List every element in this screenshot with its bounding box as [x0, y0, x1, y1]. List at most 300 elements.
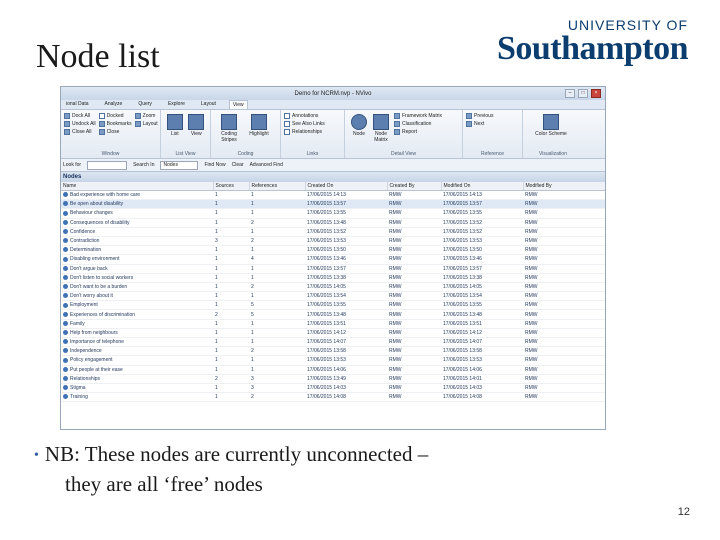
look-for-input[interactable] [87, 161, 127, 170]
table-row[interactable] [61, 301, 605, 310]
table-cell [523, 200, 605, 209]
table-cell [213, 292, 249, 301]
next-button[interactable]: Next [466, 120, 519, 128]
classification-icon [394, 121, 400, 127]
color-scheme-icon [543, 114, 559, 130]
table-cell [305, 292, 387, 301]
find-now-button[interactable]: Find Now [204, 162, 226, 168]
table-cell [523, 374, 605, 383]
table-cell [387, 264, 441, 273]
search-in-select[interactable]: Nodes [160, 161, 198, 170]
node-matrix-button[interactable]: Node Matrix [370, 112, 392, 158]
view-icon [188, 114, 204, 130]
cell-text: 17/06/2015 13:55 [307, 302, 346, 309]
table-cell [387, 301, 441, 310]
table-cell [387, 200, 441, 209]
cell-text: 5 [251, 311, 254, 318]
table-cell [249, 310, 305, 319]
table-row[interactable] [61, 292, 605, 301]
table-cell [441, 356, 523, 365]
table-cell [523, 246, 605, 255]
group-label-links: Links [306, 151, 319, 157]
table-cell [249, 356, 305, 365]
cell-text: RMW [389, 274, 402, 281]
node-icon [63, 348, 68, 353]
table-row[interactable] [61, 264, 605, 273]
next-icon [466, 121, 472, 127]
table-row[interactable] [61, 218, 605, 227]
column-header-created-by[interactable]: Created By [387, 182, 441, 191]
tab-layout[interactable]: Layout [200, 101, 216, 107]
cell-text: 17/06/2015 13:46 [307, 256, 346, 263]
node-icon [63, 229, 68, 234]
table-cell [213, 282, 249, 291]
table-cell [249, 236, 305, 245]
table-cell [523, 264, 605, 273]
table-cell [523, 255, 605, 264]
table-cell [523, 356, 605, 365]
table-cell [249, 209, 305, 218]
cell-text: 17/06/2015 13:53 [443, 238, 482, 245]
close-all-button[interactable]: Close All [64, 128, 96, 136]
table-cell [441, 319, 523, 328]
nodes-panel-title: Nodes [61, 172, 605, 182]
cell-text: 1 [215, 201, 218, 208]
table-cell [249, 347, 305, 356]
table-cell [249, 365, 305, 374]
column-header-name[interactable]: Name [61, 182, 213, 191]
table-cell [213, 227, 249, 236]
ribbon-group-reference [463, 110, 523, 158]
table-cell [213, 365, 249, 374]
node-name-cell [61, 264, 213, 273]
node-icon [63, 385, 68, 390]
table-cell [523, 273, 605, 282]
cell-text: RMW [389, 394, 402, 401]
column-header-modified-by[interactable]: Modified By [523, 182, 605, 191]
table-cell [249, 393, 305, 402]
cell-text: RMW [525, 311, 538, 318]
cell-text: 17/06/2015 14:13 [307, 192, 346, 199]
node-icon [63, 321, 68, 326]
cell-text: 2 [251, 348, 254, 355]
group-label-window: Window [101, 151, 120, 157]
color-scheme-button[interactable]: Color Scheme [526, 112, 576, 137]
table-cell [523, 319, 605, 328]
node-name-cell [61, 218, 213, 227]
see-also-links-checkbox[interactable]: See Also Links [284, 120, 341, 128]
cell-text: RMW [525, 366, 538, 373]
table-row[interactable] [61, 273, 605, 282]
cell-text: RMW [525, 274, 538, 281]
table-cell [213, 383, 249, 392]
table-cell [249, 200, 305, 209]
node-button[interactable]: Node [348, 112, 370, 158]
cell-text: 17/06/2015 14:08 [307, 394, 346, 401]
node-icon [63, 238, 68, 243]
table-cell [441, 393, 523, 402]
cell-text: Bad experience with home care [70, 192, 141, 199]
node-name-cell [61, 328, 213, 337]
column-header-references[interactable]: References [249, 182, 305, 191]
table-row[interactable] [61, 347, 605, 356]
list-button[interactable]: List [164, 112, 186, 158]
node-icon [351, 114, 367, 130]
node-icon [63, 192, 68, 197]
zoom-icon [135, 113, 141, 119]
table-cell [441, 347, 523, 356]
cell-text: 1 [215, 385, 218, 392]
cell-text: 5 [251, 302, 254, 309]
table-cell [305, 338, 387, 347]
cell-text: RMW [525, 375, 538, 382]
column-header-sources[interactable]: Sources [213, 182, 249, 191]
cell-text: RMW [389, 375, 402, 382]
cell-text: Be open about disability [70, 201, 124, 208]
table-cell [249, 328, 305, 337]
cell-text: Don't listen to social workers [70, 274, 134, 281]
tab-data[interactable]: ional Data [66, 101, 89, 107]
column-header-modified-on[interactable]: Modified On [441, 182, 523, 191]
table-cell [387, 282, 441, 291]
table-cell [305, 310, 387, 319]
table-cell [523, 292, 605, 301]
node-icon [63, 211, 68, 216]
cell-text: 17/06/2015 14:06 [443, 366, 482, 373]
table-cell [305, 282, 387, 291]
table-cell [305, 236, 387, 245]
cell-text: 1 [251, 339, 254, 346]
cell-text: Don't want to be a burden [70, 283, 128, 290]
table-cell [441, 310, 523, 319]
table-row[interactable] [61, 246, 605, 255]
node-icon [63, 330, 68, 335]
table-cell [249, 227, 305, 236]
cell-text: RMW [389, 247, 402, 254]
table-header-row [61, 182, 605, 191]
table-cell [249, 264, 305, 273]
table-cell [441, 236, 523, 245]
ribbon-group-window [61, 110, 161, 158]
table-cell [441, 282, 523, 291]
column-header-created-on[interactable]: Created On [305, 182, 387, 191]
table-row[interactable] [61, 356, 605, 365]
table-cell [523, 338, 605, 347]
cell-text: 2 [215, 311, 218, 318]
cell-text: RMW [389, 293, 402, 300]
table-cell [387, 218, 441, 227]
cell-text: RMW [525, 394, 538, 401]
cell-text: 1 [215, 210, 218, 217]
cell-text: 17/06/2015 13:57 [307, 201, 346, 208]
cell-text: 1 [251, 320, 254, 327]
cell-text: RMW [525, 283, 538, 290]
cell-text: RMW [389, 238, 402, 245]
node-icon [63, 394, 68, 399]
list-icon [167, 114, 183, 130]
table-cell [305, 255, 387, 264]
table-cell [441, 338, 523, 347]
cell-text: 17/06/2015 14:03 [307, 385, 346, 392]
table-row[interactable] [61, 310, 605, 319]
node-icon [63, 275, 68, 280]
cell-text: RMW [525, 320, 538, 327]
cell-text: 17/06/2015 13:51 [307, 320, 346, 327]
table-cell [305, 383, 387, 392]
cell-text: 2 [251, 219, 254, 226]
cell-text: 3 [251, 385, 254, 392]
table-cell [213, 374, 249, 383]
ribbon [61, 110, 605, 159]
cell-text: 1 [215, 357, 218, 364]
cell-text: 17/06/2015 13:52 [307, 228, 346, 235]
tab-explore[interactable]: Explore [167, 101, 185, 107]
ribbon-group-listview [161, 110, 211, 158]
table-cell [305, 218, 387, 227]
table-cell [387, 356, 441, 365]
table-cell [387, 365, 441, 374]
cell-text: RMW [389, 357, 402, 364]
table-cell [213, 328, 249, 337]
node-name-cell [61, 310, 213, 319]
cell-text: 17/06/2015 14:08 [443, 394, 482, 401]
cell-text: RMW [525, 256, 538, 263]
bullet-text-line1: NB: These nodes are currently unconnected – [44, 442, 429, 466]
cell-text: RMW [525, 385, 538, 392]
relationships-checkbox[interactable]: Relationships [284, 128, 341, 136]
cell-text: RMW [389, 201, 402, 208]
docked-checkbox[interactable]: Docked [99, 112, 132, 120]
cell-text: 17/06/2015 14:05 [307, 283, 346, 290]
table-row[interactable] [61, 255, 605, 264]
report-button[interactable]: Report [394, 128, 442, 136]
table-cell [305, 356, 387, 365]
node-name-cell [61, 347, 213, 356]
node-icon [63, 220, 68, 225]
table-cell [249, 282, 305, 291]
cell-text: 17/06/2015 13:58 [307, 348, 346, 355]
node-matrix-icon [373, 114, 389, 130]
node-icon [63, 367, 68, 372]
table-row[interactable] [61, 209, 605, 218]
table-cell [213, 191, 249, 200]
list-view-button[interactable]: View [186, 112, 208, 158]
ribbon-group-links [281, 110, 345, 158]
cell-text: 1 [251, 357, 254, 364]
cell-text: Consequences of disability [70, 219, 130, 226]
framework-matrix-button[interactable]: Framework Matrix [394, 112, 442, 120]
table-cell [523, 282, 605, 291]
dock-all-button[interactable]: Dock All [64, 112, 96, 120]
close-icon[interactable]: × [591, 89, 601, 98]
cell-text: 17/06/2015 13:58 [443, 348, 482, 355]
cell-text: 3 [215, 238, 218, 245]
maximize-icon[interactable]: □ [578, 89, 588, 98]
table-cell [213, 200, 249, 209]
table-cell [441, 374, 523, 383]
layout-button[interactable]: Layout [135, 120, 158, 128]
bookmarks-button[interactable]: Bookmarks [99, 120, 132, 128]
cell-text: Family [70, 320, 85, 327]
undock-all-button[interactable]: Undock All [64, 120, 96, 128]
cell-text: 17/06/2015 13:51 [443, 320, 482, 327]
cell-text: 17/06/2015 13:54 [443, 293, 482, 300]
framework-matrix-icon [394, 113, 400, 119]
close-button[interactable]: Close [99, 128, 132, 136]
cell-text: 17/06/2015 14:07 [443, 339, 482, 346]
table-cell [441, 218, 523, 227]
cell-text: 17/06/2015 13:53 [443, 357, 482, 364]
cell-text: 17/06/2015 13:57 [443, 201, 482, 208]
cell-text: RMW [525, 201, 538, 208]
table-cell [523, 328, 605, 337]
table-cell [441, 227, 523, 236]
table-row[interactable] [61, 227, 605, 236]
annotations-checkbox[interactable]: Annotations [284, 112, 341, 120]
tab-query[interactable]: Query [138, 101, 152, 107]
cell-text: RMW [525, 329, 538, 336]
node-icon [63, 293, 68, 298]
cell-text: 17/06/2015 14:03 [443, 385, 482, 392]
window-controls [565, 89, 601, 98]
logo-top-text: UNIVERSITY OF [567, 17, 688, 33]
cell-text: 17/06/2015 13:55 [443, 302, 482, 309]
table-cell [249, 191, 305, 200]
find-bar [61, 159, 605, 172]
tab-view[interactable]: View [229, 100, 248, 109]
cell-text: 1 [215, 366, 218, 373]
cell-text: 1 [215, 219, 218, 226]
node-icon [63, 257, 68, 262]
table-cell [441, 264, 523, 273]
logo-main-text: Southampton [496, 30, 688, 67]
classification-button[interactable]: Classification [394, 120, 442, 128]
cell-text: RMW [525, 192, 538, 199]
previous-icon [466, 113, 472, 119]
cell-text: 1 [215, 274, 218, 281]
group-label-reference: Reference [480, 151, 505, 157]
undock-icon [64, 121, 70, 127]
node-icon [63, 247, 68, 252]
cell-text: RMW [389, 348, 402, 355]
cell-text: 1 [251, 247, 254, 254]
table-cell [213, 347, 249, 356]
table-row[interactable] [61, 383, 605, 392]
slide-title: Node list [36, 38, 160, 75]
previous-button[interactable]: Previous [466, 112, 519, 120]
cell-text: Policy engagement [70, 357, 113, 364]
table-cell [387, 273, 441, 282]
cell-text: 1 [215, 293, 218, 300]
cell-text: RMW [389, 283, 402, 290]
checkbox-icon [284, 113, 290, 119]
table-cell [387, 347, 441, 356]
table-row[interactable] [61, 393, 605, 402]
table-row[interactable] [61, 328, 605, 337]
node-icon [63, 339, 68, 344]
node-name-cell [61, 255, 213, 264]
cell-text: 17/06/2015 13:46 [443, 256, 482, 263]
table-cell [441, 383, 523, 392]
cell-text: 2 [251, 283, 254, 290]
cell-text: 17/06/2015 14:01 [443, 375, 482, 382]
report-icon [394, 129, 400, 135]
bookmark-icon [99, 121, 105, 127]
cell-text: 1 [215, 228, 218, 235]
checkbox-icon [284, 121, 290, 127]
cell-text: RMW [389, 385, 402, 392]
cell-text: RMW [525, 293, 538, 300]
table-cell [523, 227, 605, 236]
coding-stripes-button[interactable]: Coding Stripes [214, 112, 244, 158]
table-cell [523, 236, 605, 245]
cell-text: RMW [525, 348, 538, 355]
zoom-button[interactable]: Zoom [135, 112, 158, 120]
bullet-point [34, 440, 594, 498]
table-row[interactable] [61, 191, 605, 200]
table-row[interactable] [61, 319, 605, 328]
table-cell [387, 319, 441, 328]
look-for-label: Look for [63, 162, 82, 168]
table-cell [249, 255, 305, 264]
cell-text: Experiences of discrimination [70, 311, 136, 318]
table-cell [387, 236, 441, 245]
table-row[interactable] [61, 282, 605, 291]
table-cell [523, 365, 605, 374]
node-icon [63, 312, 68, 317]
table-cell [249, 273, 305, 282]
cell-text: Help from neighbours [70, 329, 118, 336]
table-row[interactable] [61, 365, 605, 374]
table-row[interactable] [61, 374, 605, 383]
cell-text: 17/06/2015 13:57 [307, 265, 346, 272]
cell-text: 17/06/2015 14:12 [307, 329, 346, 336]
table-cell [441, 328, 523, 337]
cell-text: 17/06/2015 13:48 [307, 311, 346, 318]
table-row[interactable] [61, 200, 605, 209]
ribbon-tabs [61, 100, 605, 110]
table-cell [441, 292, 523, 301]
node-name-cell [61, 227, 213, 236]
table-row[interactable] [61, 338, 605, 347]
cell-text: RMW [389, 302, 402, 309]
cell-text: 17/06/2015 13:48 [443, 311, 482, 318]
cell-text: 17/06/2015 13:52 [443, 228, 482, 235]
table-cell [213, 310, 249, 319]
advanced-find-button[interactable]: Advanced Find [249, 162, 283, 168]
cell-text: RMW [389, 320, 402, 327]
node-name-cell [61, 273, 213, 282]
table-cell [387, 374, 441, 383]
table-cell [441, 301, 523, 310]
highlight-button[interactable]: Highlight [244, 112, 274, 158]
node-name-cell [61, 191, 213, 200]
table-cell [213, 301, 249, 310]
cell-text: 17/06/2015 13:50 [443, 247, 482, 254]
layout-icon [135, 121, 141, 127]
tab-analyze[interactable]: Analyze [104, 101, 123, 107]
cell-text: 17/06/2015 13:53 [307, 238, 346, 245]
clear-button[interactable]: Clear [231, 162, 244, 168]
ribbon-group-coding [211, 110, 281, 158]
table-cell [305, 246, 387, 255]
minimize-icon[interactable]: – [565, 89, 575, 98]
cell-text: Training [70, 394, 88, 401]
nodes-table [61, 182, 606, 402]
table-row[interactable] [61, 236, 605, 245]
table-cell [213, 209, 249, 218]
cell-text: 2 [251, 394, 254, 401]
